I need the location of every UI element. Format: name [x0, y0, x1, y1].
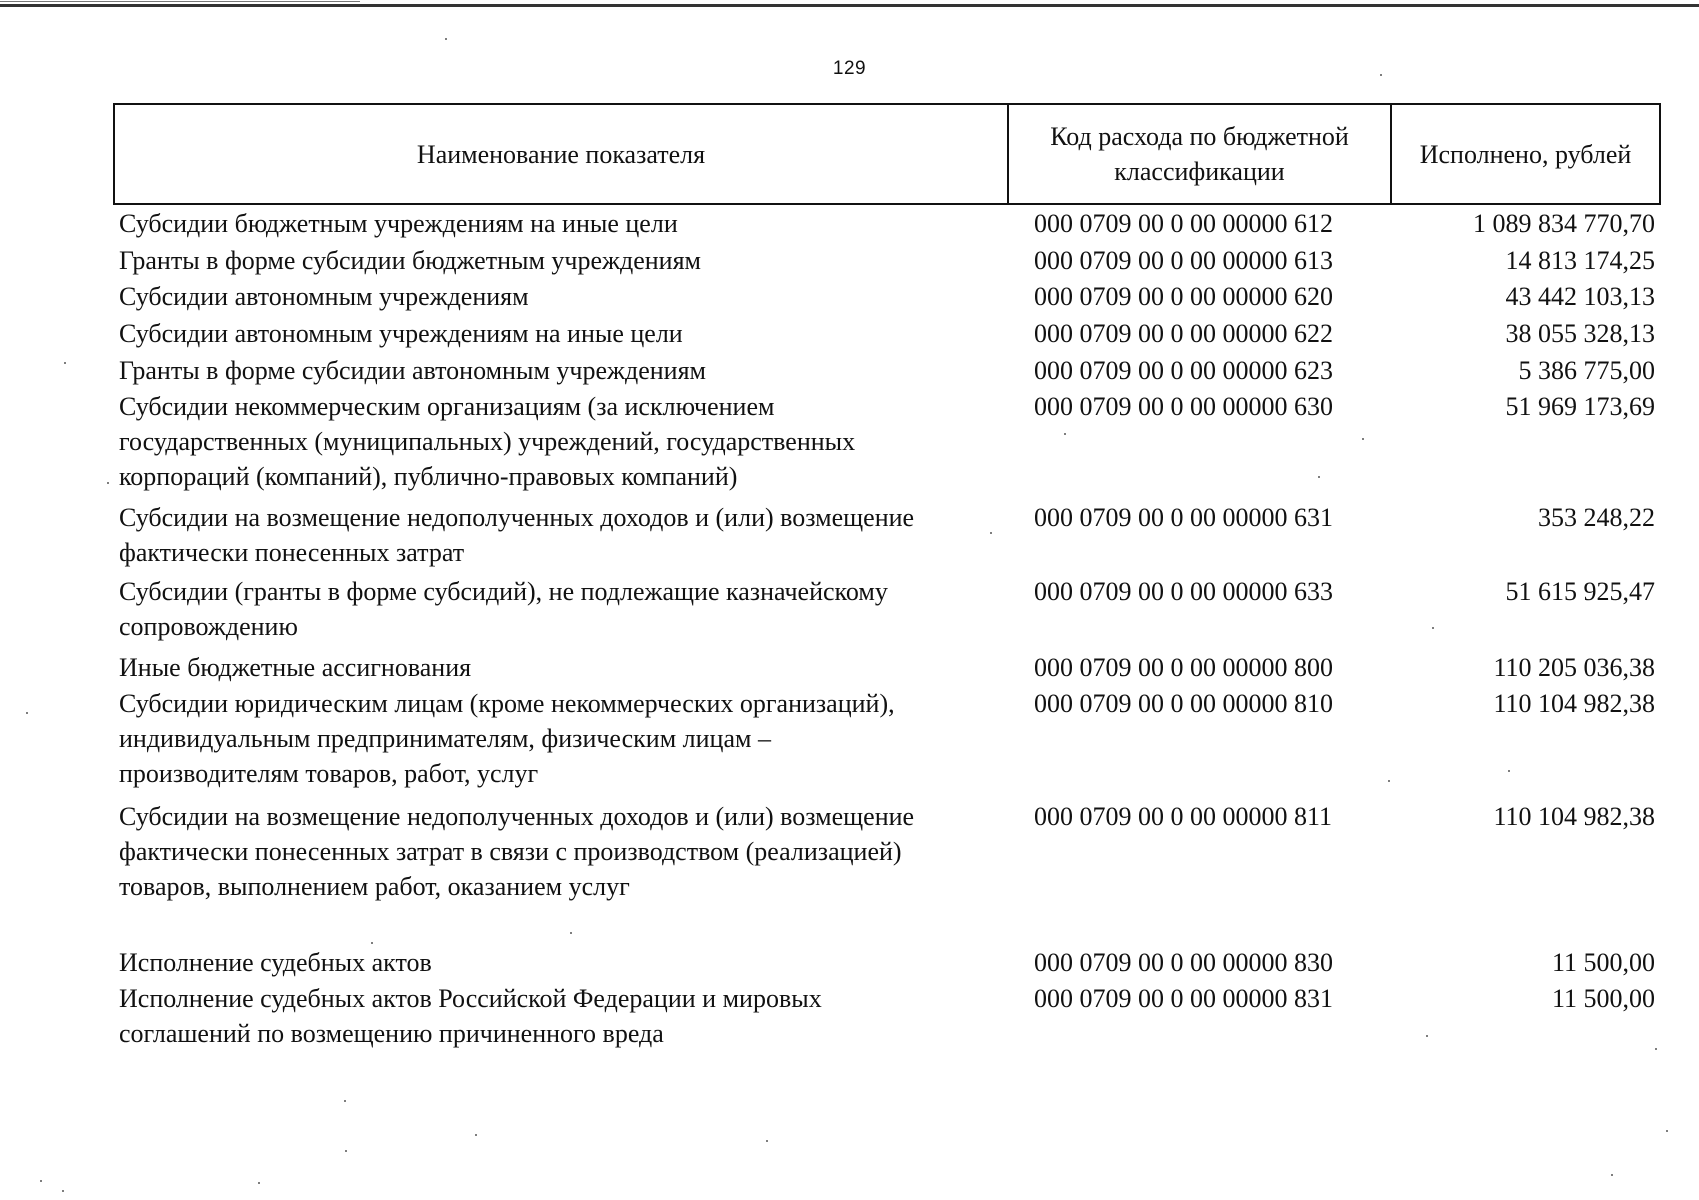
header-code-label-line1: Код расхода по бюджетной [1050, 122, 1349, 151]
row-indicator-name [119, 243, 1009, 278]
row-indicator-name [119, 799, 1009, 904]
row-indicator-name-line: Субсидии на возмещение недополученных доходов и (или) возмещение [119, 802, 915, 831]
row-indicator-name-line: Субсидии (гранты в форме субсидий), не подлежащие казначейскому [119, 577, 888, 606]
row-indicator-name-line: Субсидии некоммерческим организациям (за исключением [119, 392, 775, 421]
header-code-column [1009, 105, 1392, 203]
row-budget-code: 000 0709 00 0 00 00000 620 [1034, 282, 1333, 311]
row-executed-amount: 110 104 982,38 [1493, 689, 1655, 718]
row-executed-amount: 353 248,22 [1538, 503, 1655, 532]
row-executed-amount: 38 055 328,13 [1505, 319, 1655, 348]
row-budget-code: 000 0709 00 0 00 00000 623 [1034, 356, 1333, 385]
row-executed-amount: 110 205 036,38 [1493, 653, 1655, 682]
row-executed-amount: 1 089 834 770,70 [1473, 209, 1655, 238]
row-indicator-name [119, 650, 1009, 685]
row-indicator-name-line: Субсидии автономным учреждениям [119, 282, 529, 311]
row-executed-amount: 14 813 174,25 [1505, 246, 1655, 275]
row-executed-amount: 11 500,00 [1551, 984, 1655, 1013]
row-indicator-name-line: Субсидии на возмещение недополученных доходов и (или) возмещение [119, 503, 915, 532]
row-budget-code: 000 0709 00 0 00 00000 630 [1034, 392, 1333, 421]
row-executed-amount: 5 386 775,00 [1518, 356, 1655, 385]
row-indicator-name [119, 500, 1009, 570]
row-indicator-name-line: фактически понесенных затрат в связи с производством (реализацией) [119, 837, 902, 866]
row-executed-amount: 43 442 103,13 [1505, 282, 1655, 311]
row-indicator-name-line: индивидуальным предпринимателям, физическим лицам – [119, 724, 771, 753]
row-indicator-name [119, 279, 1009, 314]
page-number: 129 [832, 58, 867, 79]
row-executed-amount: 11 500,00 [1551, 948, 1655, 977]
row-budget-code: 000 0709 00 0 00 00000 810 [1034, 689, 1333, 718]
row-indicator-name-line: производителям товаров, работ, услуг [119, 759, 539, 788]
row-indicator-name-line: Субсидии бюджетным учреждениям на иные цели [119, 209, 678, 238]
row-indicator-name [119, 389, 1009, 494]
row-indicator-name-line: Субсидии юридическим лицам (кроме некоммерческих организаций), [119, 689, 895, 718]
row-indicator-name-line: корпораций (компаний), публично-правовых компаний) [119, 462, 738, 491]
row-indicator-name-line: Исполнение судебных актов Российской Федерации и мировых [119, 984, 822, 1013]
row-budget-code: 000 0709 00 0 00 00000 612 [1034, 209, 1333, 238]
row-executed-amount: 110 104 982,38 [1493, 802, 1655, 831]
row-indicator-name [119, 316, 1009, 351]
row-indicator-name-line: Иные бюджетные ассигнования [119, 653, 472, 682]
header-sum-column [1392, 105, 1659, 203]
row-indicator-name [119, 206, 1009, 241]
row-budget-code: 000 0709 00 0 00 00000 631 [1034, 503, 1333, 532]
table-header [113, 103, 1661, 205]
row-budget-code: 000 0709 00 0 00 00000 800 [1034, 653, 1333, 682]
row-indicator-name [119, 945, 1009, 980]
row-executed-amount: 51 969 173,69 [1505, 392, 1655, 421]
row-indicator-name-line: Гранты в форме субсидии автономным учреждениям [119, 356, 706, 385]
header-name-column [115, 105, 1009, 203]
row-indicator-name [119, 353, 1009, 388]
row-executed-amount: 51 615 925,47 [1505, 577, 1655, 606]
row-budget-code: 000 0709 00 0 00 00000 830 [1034, 948, 1333, 977]
row-budget-code: 000 0709 00 0 00 00000 622 [1034, 319, 1333, 348]
row-indicator-name-line: сопровождению [119, 612, 298, 641]
row-indicator-name-line: Исполнение судебных актов [119, 948, 432, 977]
row-indicator-name-line: государственных (муниципальных) учреждений, государственных [119, 427, 856, 456]
row-budget-code: 000 0709 00 0 00 00000 811 [1034, 802, 1333, 831]
row-indicator-name-line: фактически понесенных затрат [119, 538, 465, 567]
header-sum-label: Исполнено, рублей [1419, 139, 1632, 169]
row-budget-code: 000 0709 00 0 00 00000 831 [1034, 984, 1333, 1013]
row-indicator-name [119, 574, 1009, 644]
row-indicator-name [119, 686, 1009, 791]
top-scan-border [0, 4, 1699, 7]
row-indicator-name-line: товаров, выполнением работ, оказанием услуг [119, 872, 630, 901]
row-budget-code: 000 0709 00 0 00 00000 633 [1034, 577, 1333, 606]
header-name-label: Наименование показателя [416, 139, 706, 169]
row-budget-code: 000 0709 00 0 00 00000 613 [1034, 246, 1333, 275]
row-indicator-name [119, 981, 1009, 1051]
row-indicator-name-line: Гранты в форме субсидии бюджетным учреждениям [119, 246, 702, 275]
top-edge-line [0, 1, 360, 2]
header-code-label-line2: классификации [1114, 157, 1285, 186]
row-indicator-name-line: соглашений по возмещению причиненного вреда [119, 1019, 664, 1048]
row-indicator-name-line: Субсидии автономным учреждениям на иные цели [119, 319, 683, 348]
